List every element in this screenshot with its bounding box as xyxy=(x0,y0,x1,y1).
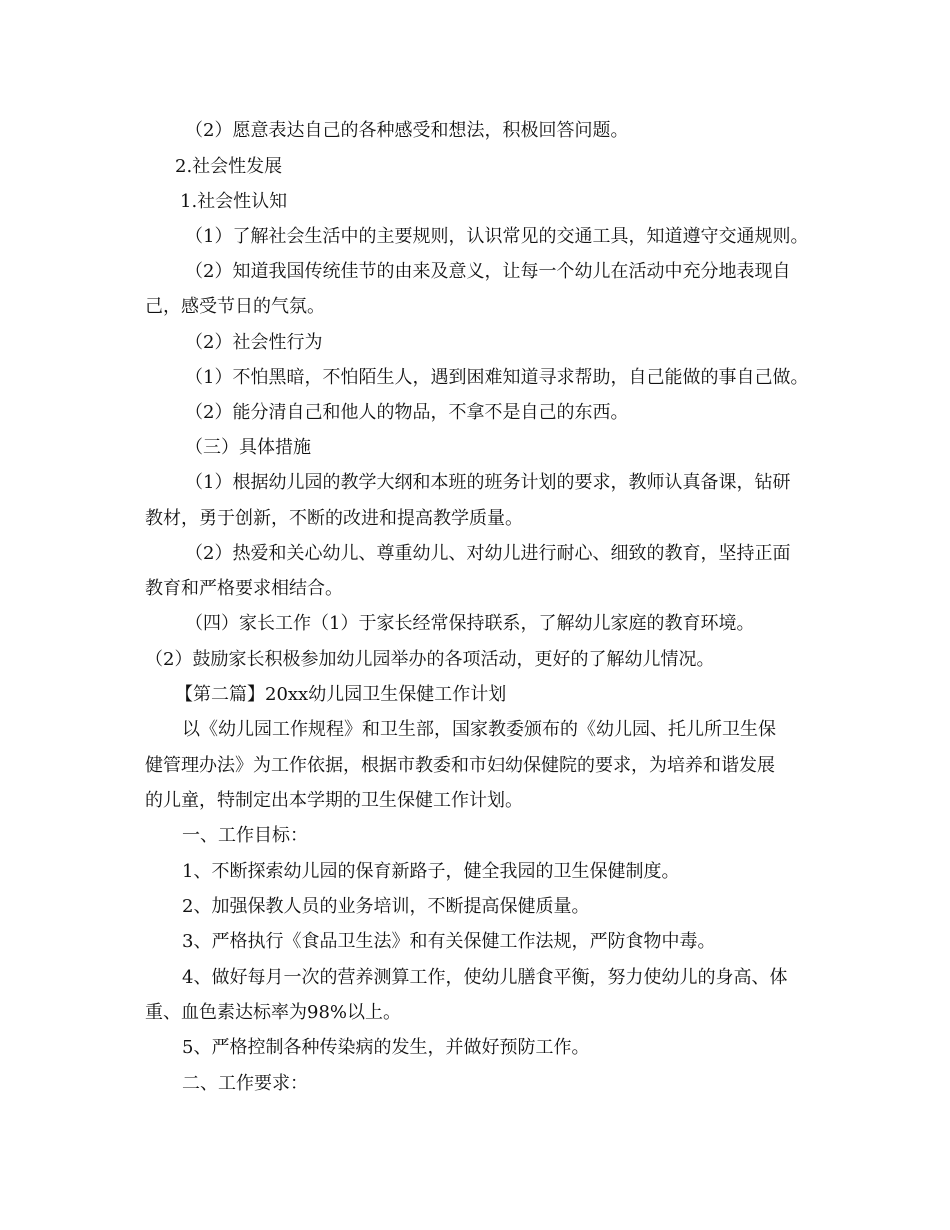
section-heading: 【第二篇】20xx幼儿园卫生保健工作计划 xyxy=(175,684,507,705)
text-line: （2）能分清自己和他人的物品，不拿不是自己的东西。 xyxy=(185,402,629,423)
text-line: 二、工作要求： xyxy=(182,1073,308,1094)
text-line: 4、做好每月一次的营养测算工作，使幼儿膳食平衡，努力使幼儿的身高、体 xyxy=(182,967,788,988)
text-line: 重、血色素达标率为98%以上。 xyxy=(145,1002,402,1023)
text-line: 教育和严格要求相结合。 xyxy=(145,578,343,599)
text-line: （2）愿意表达自己的各种感受和想法，积极回答问题。 xyxy=(185,120,629,141)
text-line: （三）具体措施 xyxy=(185,437,311,458)
text-line: （2）热爱和关心幼儿、尊重幼儿、对幼儿进行耐心、细致的教育，坚持正面 xyxy=(185,543,791,564)
text-line: 教材，勇于创新，不断的改进和提高教学质量。 xyxy=(145,508,523,529)
text-line: 己，感受节日的气氛。 xyxy=(145,296,325,317)
text-line: （2）社会性行为 xyxy=(185,332,323,353)
text-line: 5、严格控制各种传染病的发生，并做好预防工作。 xyxy=(182,1037,590,1058)
text-line: 1、不断探索幼儿园的保育新路子，健全我园的卫生保健制度。 xyxy=(182,861,680,882)
text-line: 以《幼儿园工作规程》和卫生部，国家教委颁布的《幼儿园、托儿所卫生保 xyxy=(182,719,776,740)
text-line: 2.社会性发展 xyxy=(175,156,283,177)
text-line: （四）家长工作（1）于家长经常保持联系，了解幼儿家庭的教育环境。 xyxy=(185,613,755,634)
text-line: （1）不怕黑暗，不怕陌生人，遇到困难知道寻求帮助，自己能做的事自己做。 xyxy=(185,367,809,388)
text-line: （2）鼓励家长积极参加幼儿园举办的各项活动，更好的了解幼儿情况。 xyxy=(145,649,715,670)
text-line: 2、加强保教人员的业务培训，不断提高保健质量。 xyxy=(182,896,590,917)
text-line: （1）根据幼儿园的教学大纲和本班的班务计划的要求，教师认真备课，钻研 xyxy=(185,472,791,493)
text-line: 1.社会性认知 xyxy=(180,191,288,212)
text-line: 健管理办法》为工作依据，根据市教委和市妇幼保健院的要求，为培养和谐发展 xyxy=(145,755,775,776)
text-line: 3、严格执行《食品卫生法》和有关保健工作法规，严防食物中毒。 xyxy=(182,931,716,952)
text-line: （1）了解社会生活中的主要规则，认识常见的交通工具，知道遵守交通规则。 xyxy=(185,226,809,247)
text-line: 的儿童，特制定出本学期的卫生保健工作计划。 xyxy=(145,790,523,811)
text-line: 一、工作目标： xyxy=(182,825,308,846)
text-line: （2）知道我国传统佳节的由来及意义，让每一个幼儿在活动中充分地表现自 xyxy=(185,261,791,282)
